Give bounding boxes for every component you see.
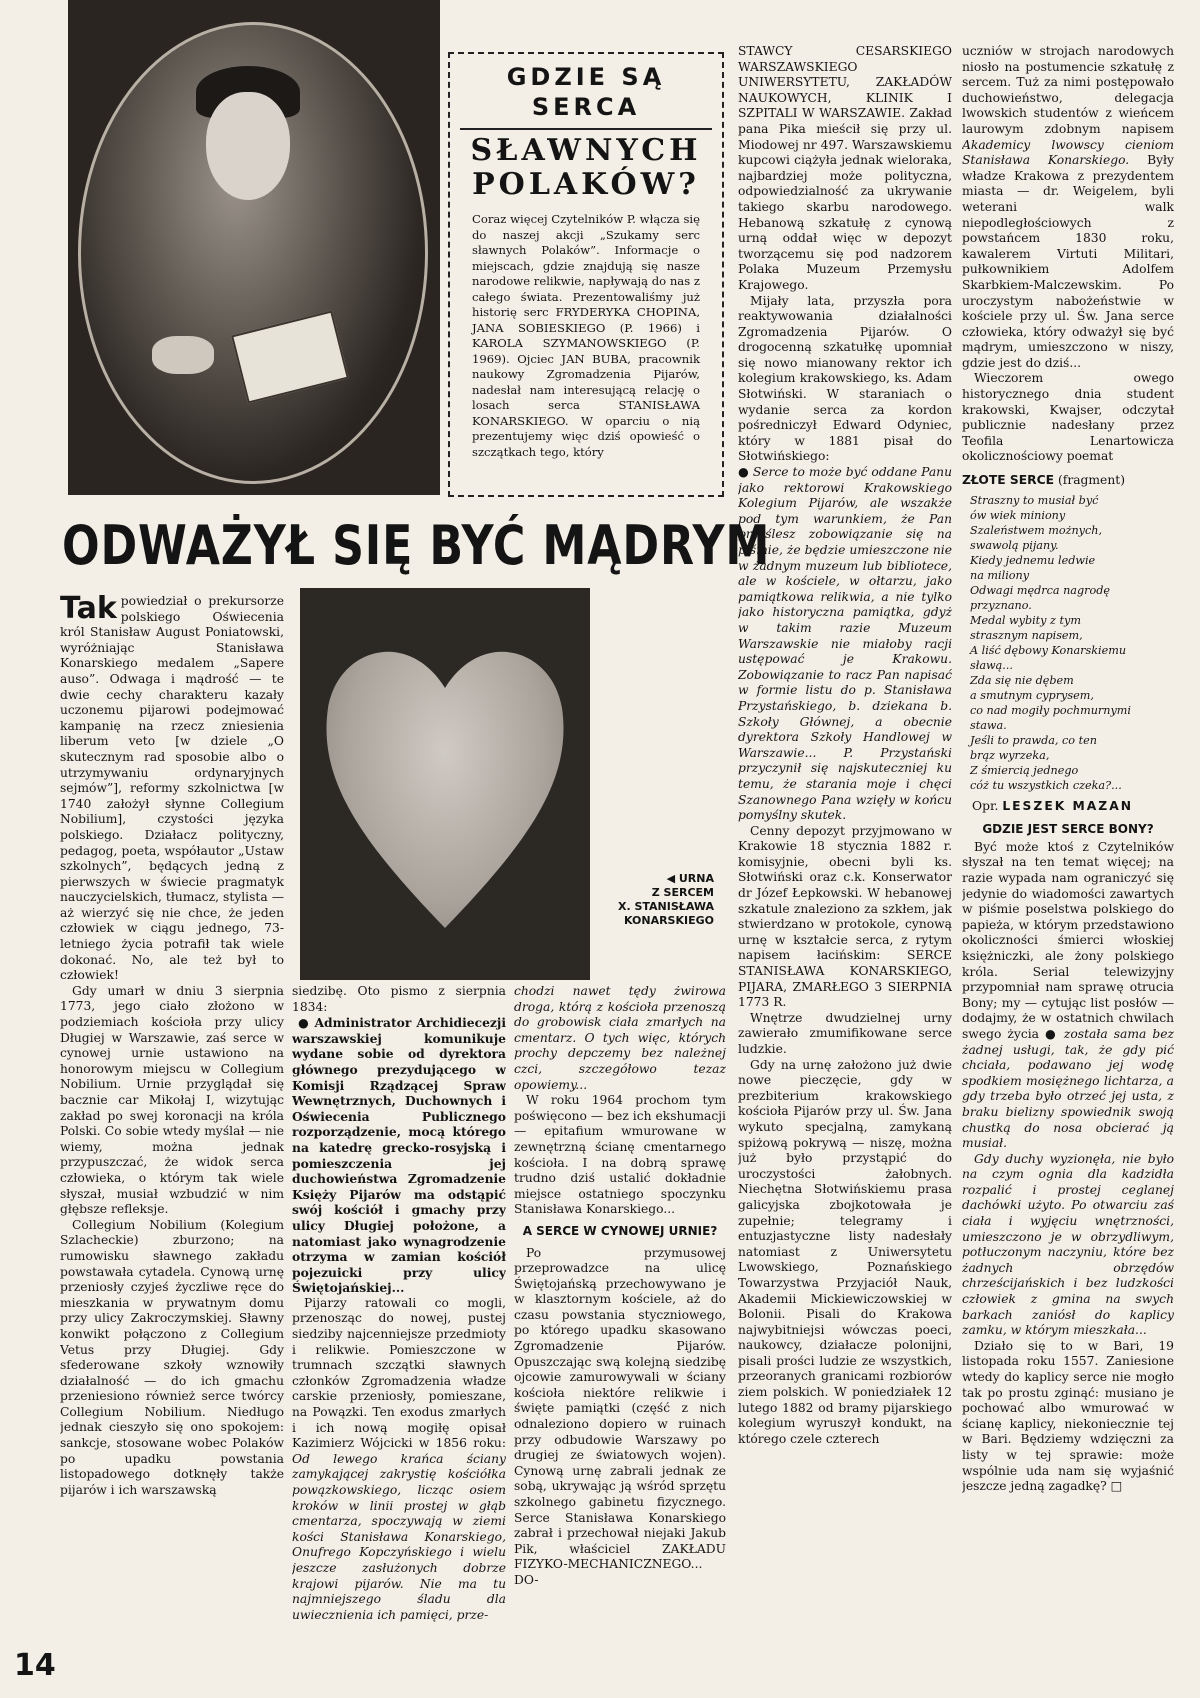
col2-p2: ● Administrator Archidiecezji warszawskiej komunikuje wydane sobie od dyrektora głównego prezydującego w Komisji Rządzącej Spraw Wewnętrznych, Duchownych i Oświecenia Publicznego rozporządzenie, mocą którego na katedrę grecko-rosyjską i pomieszczenia jej duchowieństwa Zgromadzenie Księży Pijarów ma odstąpić swój kościół i gmachy przy ulicy Długiej położone, a natomiast jako wynagrodzenie otrzyma w zamian kościół pojezuicki przy ulicy Świętojańskiej... xyxy=(292,1015,506,1296)
col4-p1: STAWCY CESARSKIEGO WARSZAWSKIEGO UNIWERSYTETU, ZAKŁADÓW NAUKOWYCH, KLINIK I SZPITALI W WARSZAWIE. Zakład pana Pika mieścił się przy ul. Miodowej nr 497. Warszawskiemu kupcowi ciążyła jednak wieloraka, najbardziej może polityczna, odpowiedzialność za ukrywanie takiego skarbu narodowego. Hebanową szkatułę z cynową urną oddał więc w depozyt tworzącemu się pod nadzorem Polaka Muzeum Przemysłu Krajowego. xyxy=(738,44,952,292)
intro-box xyxy=(448,52,724,497)
col3-p3: Po przymusowej przeprowadzce na ulicę Świętojańską przechowywano je w klasztornym kościele, aż do czasu powstania styczniowego, po którego upadku skasowano Zgromadzenie Pijarów. Opuszczając swą kolejną siedzibę ojcowie zamurowywali w ściany kościoła niektóre relikwie i święte pamiątki (część z nich odnaleziono dopiero w ruinach przy odbudowie Warszawy po drugiej ze światowych wojen). Cynową urnę zabrali jednak ze sobą, ukrywając ją wśród sprzętu szkolnego gabinetu fizycznego. Serce Stanisława Konarskiego zabrał i przechował niejaki Jakub Pik, właściciel ZAKŁADU FIZYKO-MECHANICZNEGO... DO- xyxy=(514,1245,726,1587)
col5-subhead: GDZIE JEST SERCE BONY? xyxy=(982,822,1154,837)
poem-line: stawa. xyxy=(970,718,1007,732)
poem-line: A liść dębowy Konarskiemu xyxy=(970,643,1127,657)
poem-line: Szaleństwem możnych, xyxy=(970,523,1103,537)
col5-p3: Być może ktoś z Czytelników słyszał na ten temat więcej; na razie wypada nam ograniczyć się jedynie do wiadomości zawartych w piśmie poselstwa polskiego do papieża, w którym przedstawiono okoliczności śmierci włoskiej księżniczki, ale żony polskiego króla. Serial telewizyjny przypomniał nam sprawę otrucia Bony; my — cytując list posłów — dodajmy, że w ostatnich chwilach swego życia xyxy=(962,839,1174,1041)
col1-p3: Collegium Nobilium (Kolegium Szlacheckie) zburzono; na rumowisku sławnego zakładu powstawała cytadela. Cynową urnę przeniosły czyjeś życzliwe ręce do mieszkania w prywatnym domu przy ulicy Zakroczymskiej. Sławny konwikt połączono z Collegium Vetus przy Długiej. Gdy sfederowane szkoły wznowiły działalność — do ich gmachu przeniesiono również serce twórcy Collegium Nobilium. Niedługo jednak cieszyło się ono spokojem: sankcje, stosowane wobec Polaków po upadku powstania listopadowego dotknęły także pijarów i ich warszawską xyxy=(60,1217,284,1497)
column-4 xyxy=(738,44,952,1669)
col4-p3: ● Serce to może być oddane Panu jako rektorowi Krakowskiego Kolegium Pijarów, ale wszakże pod tym warunkiem, że Pan przyślesz zobowiązanie się na piśmie, że będzie umieszczone nie w żadnym muzeum lub bibliotece, ale w kościele, w ołtarzu, jako pamiątkowa relikwia, a nie tylko jako historyczna pamiątka, gdyż w takim razie Muzeum Warszawskie nie miałoby racji ustępować je Krakowu. Zobowiązanie to racz Pan napisać w formie listu do p. Stanisława Przystańskiego, b. dziekana b. Szkoły Głównej, a obecnie dyrektora Szkoły Handlowej w Warszawie... P. Przystański przyczynił się najskuteczniej ku temu, że starania moje i chęci Szanownego Pana wzięły w końcu pomyślny skutek. xyxy=(738,465,952,823)
col2-p3-quote: Od lewego krańca ściany zamykającej zakrystię kościółka powązkowskiego, licząc osiem kroków w linii prostej w głąb cmentarza, spoczywają w ziemi kości Stanisława Konarskiego, Onufrego Kopczyńskiego i wielu jeszcze zasłużonych dobrze krajowi pijarów. Nie ma tu najmniejszego śladu dla uwiecznienia ich pamięci, prze- xyxy=(292,1451,506,1622)
poem-line: strasznym napisem, xyxy=(970,628,1083,642)
box-title-line1: GDZIE SĄ SERCA xyxy=(506,63,666,121)
poem-line: Straszny to musiał być xyxy=(970,493,1099,507)
col4-p2: Mijały lata, przyszła pora reaktywowania działalności Zgromadzenia Pijarów. O drogocenną szkatułkę upomniał się nowo mianowany rektor ich kolegium krakowskiego, ks. Adam Słotwiński. W staraniach o wydanie serca za kordon pośredniczył Edward Odyniec, który w 1881 pisał do Słotwińskiego: xyxy=(738,293,952,464)
signature-name: LESZEK MAZAN xyxy=(1002,798,1134,813)
column-2 xyxy=(292,984,506,1669)
poem-subtitle: (fragment) xyxy=(1057,473,1125,488)
col5-p1: uczniów w strojach narodowych niosło na postumencie szkatułę z sercem. Tuż za nimi postępowało duchowieństwo, delegacja lwowskich studentów z wieńcem laurowym zdobnym napisem xyxy=(962,44,1174,136)
col5-p1-quote: Akademicy lwowscy cieniom Stanisława Konarskiego. xyxy=(962,137,1174,168)
box-title-line2: SŁAWNYCH xyxy=(470,133,702,168)
col3-p2: W roku 1964 prochom tym poświęcono — bez ich ekshumacji — epitafium wmurowane w zewnętrzną ścianę cmentarnego kościoła. I na dobrą sprawę trudno dziś ustalić dokładnie miejsce ostatniego spoczynku Stanisława Konarskiego... xyxy=(514,1093,726,1217)
poem-line: swawolą pijany. xyxy=(970,538,1059,552)
col5-p2: Wieczorem owego historycznego dnia student krakowski, Kwajser, odczytał publicznie nadesłany przez Teofila Lenartowicza okolicznościowy poemat xyxy=(962,371,1174,464)
col4-p6: Gdy na urnę założono już dwie nowe pieczęcie, gdy w prezbiterium krakowskiego kościoła Pijarów przy ul. Św. Jana wykuto specjalną, zamykaną spiżową pokrywą — niszę, można już było przystąpić do uroczystości żałobnych. Niechętna Słotwińskiemu prasa galicyjska zbojkotowała je zupełnie; telegramy i entuzjastyczne listy nadesłały natomiast z Uniwersytetu Lwowskiego, Poznańskiego Towarzystwa Przyjaciół Nauk, Akademii Mickiewiczowskiej w Bolonii. Pisali do Krakowa najwybitniejsi wówczas poeci, naukowcy, działacze polonijni, pisali prości ludzie ze wszystkich, przeoranych granicami rozbiorów ziem polskich. W poniedziałek 12 lutego 1882 od bramy pijarskiego kolegium wyruszył kondukt, na którego czele czterech xyxy=(738,1057,952,1446)
poem-line: a smutnym cyprysem, xyxy=(970,688,1094,702)
poem xyxy=(970,493,1174,793)
column-5 xyxy=(962,44,1174,1669)
caption-line1: ◀ URNA xyxy=(666,872,714,885)
col5-p1b: Były władze Krakowa z prezydentem miasta — dr. Weigelem, byli weterani walk niepodległościowych z powstańcem 1830 roku, kawalerem Virtuti Militari, pułkownikiem Adolfem Skarbkiem-Malczewskim. Po uroczystym nabożeństwie w kościele przy ul. Św. Jana serce człowieka, który odważył się być mądrym, umieszczono w niszy, gdzie jest do dziś... xyxy=(962,153,1174,370)
poem-line: ów wiek miniony xyxy=(970,508,1066,522)
poem-line: przyznano. xyxy=(970,598,1032,612)
poem-title: ZŁOTE SERCE xyxy=(962,473,1055,488)
col3-p1: chodzi nawet tędy żwirowa droga, którą z kościoła przenoszą do grobowisk ciała zmarłych na cmentarz. O tych więc, których prochy depczemy bez należnej czci, szczegółowo tezaz opowiemy... xyxy=(514,984,726,1092)
headline: ODWAŻYŁ SIĘ BYĆ MĄDRYM xyxy=(62,514,771,577)
caption-line4: KONARSKIEGO xyxy=(623,914,714,927)
portrait-illustration xyxy=(68,0,440,495)
col2-p1: siedzibę. Oto pismo z sierpnia 1834: xyxy=(292,984,506,1014)
poem-line: Jeśli to prawda, co ten xyxy=(970,733,1097,747)
poem-line: cóż tu wszystkich czeka?... xyxy=(970,778,1122,792)
col2-p3: Pijarzy ratowali co mogli, przenosząc do nowej, pustej siedziby najcenniejsze przedmioty i relikwie. Pomieszczone w trumnach szczątki sławnych członków Zgromadzenia władze carskie przeniosły, pomieszane, na Powązki. Ten exodus zmarłych i ich nową mogiłę opisał Kazimierz Wójcicki w 1856 roku: xyxy=(292,1295,506,1451)
poem-line: brąz wyrzeka, xyxy=(970,748,1050,762)
drop-word: Tak xyxy=(60,594,117,626)
portrait-hand xyxy=(152,336,214,374)
col4-p5: Wnętrze dwudzielnej urny zawierało zmumifikowane serce ludzkie. xyxy=(738,1010,952,1056)
poem-line: sławą... xyxy=(970,658,1013,672)
col1-p1: powiedział o prekursorze polskiego Oświecenia król Stanisław August Poniatowski, wyróżniając Stanisława Konarskiego medalem „Sapere auso”. Odwaga i mądrość — te dwie cechy charakteru kazały uczonemu pijarowi podejmować kampanię na rzecz zniesienia liberum veto [w dziele „O skutecznym rad sposobie albo o utrzymywaniu ordynaryjnych sejmów”], reformy szkolnictwa [w 1740 założył słynne Collegium Nobilium], czystości języka polskiego. Działacz polityczny, pedagog, poeta, współautor „Ustaw szkolnych”, będących jedną z pierwszych w świecie pragmatyk nauczycielskich, tłumacz, stylista — aż wierzyć się nie chce, że jeden człowiek w ciągu jednego, 73-letniego życia potrafił tak wiele dokonać. No, ale też był to człowiek! xyxy=(60,594,284,983)
col5-p3-quote: ● została sama bez żadnej usługi, tak, że gdy pić chciała, podawano jej wodę spodkiem mosiężnego lichtarza, a gdy trzeba było otrzeć jej usta, z braku bielizny spowiednik swoją chustką do nosa obcierać ją musiał. xyxy=(962,1026,1174,1151)
heart-urn-shape xyxy=(318,628,572,938)
poem-line: co nad mogiły pochmurnymi xyxy=(970,703,1131,717)
poem-line: na miliony xyxy=(970,568,1030,582)
col5-p4: Gdy duchy wyzionęła, nie było na czym ognia dla kadzidła rozpalić i prostej ceglanej dachówki użyto. Po otwarciu zaś ciała i wyjęciu wnętrzności, umieszczono je w obrzydliwym, potłuczonym naczyniu, które bez żadnych obrzędów chrześcijańskich i bez ludzkości człowiek z gmina na swych barkach zaniósł do kaplicy zamku, w którym mieszkała... xyxy=(962,1151,1174,1338)
poem-line: Odwagi mędrca nagrodę xyxy=(970,583,1111,597)
poem-line: Z śmiercią jednego xyxy=(970,763,1079,777)
portrait-face xyxy=(206,92,290,200)
column-3 xyxy=(514,984,726,1669)
caption-line2: Z SERCEM xyxy=(651,886,714,899)
poem-line: Medal wybity z tym xyxy=(970,613,1081,627)
col4-p4: Cenny depozyt przyjmowano w Krakowie 18 stycznia 1882 r. komisyjnie, obecni byli ks. Słotwiński oraz c.k. Konserwator dr Józef Łepkowski. W hebanowej szkatule znaleziono za szkłem, jak stwierdzano w protokole, cynową urnę w kształcie serca, z rytym napisem łacińskim: SERCE STANISŁAWA KONARSKIEGO, PIJARA, ZMARŁEGO 3 SIERPNIA 1773 R. xyxy=(738,823,952,1010)
col5-p5: Działo się to w Bari, 19 listopada roku 1557. Zaniesione wtedy do kaplicy serce nie mogło tak po prostu zginąć: musiano je pochować albo wmurować w ścianę kaplicy, niekoniecznie tej w Bari. Będziemy wdzięczni za listy w tej sprawie: może wspólnie uda nam się wyjaśnić jeszcze jedną zagadkę? □ xyxy=(962,1338,1174,1494)
caption-line3: X. STANISŁAWA xyxy=(617,900,714,913)
box-title-line3: POLAKÓW? xyxy=(472,167,700,202)
col1-p2: Gdy umarł w dniu 3 sierpnia 1773, jego ciało złożono w podziemiach kościoła przy ulicy Długiej w Warszawie, zaś serce w cynowej urnie ustawiono na honorowym miejscu w Collegium Nobilium. Urnie przyglądał się bacznie car Mikołaj I, wizytując zakład po swej koronacji na króla Polski. Co sobie wtedy myślał — nie wiemy, można jednak przypuszczać, że widok serca człowieka, o którym tak wiele słyszał, musiał wzbudzić w nim głębsze refleksje. xyxy=(60,983,284,1217)
photo-caption xyxy=(594,872,714,928)
poem-line: Zda się nie dębem xyxy=(970,673,1074,687)
column-1 xyxy=(60,594,284,1669)
col3-subhead: A SERCE W CYNOWEJ URNIE? xyxy=(522,1223,718,1238)
signature-prefix: Opr. xyxy=(972,798,999,813)
page-number: 14 xyxy=(14,1648,56,1683)
box-body: Coraz więcej Czytelników P. włącza się do naszej akcji „Szukamy serc sławnych Polaków”. Informacje o miejscach, gdzie znajdują się nasze narodowe relikwie, napływają do nas z całego świata. Prezentowaliśmy już historię serc FRYDERYKA CHOPINA, JANA SOBIESKIEGO (P. 1966) i KAROLA SZYMANOWSKIEGO (P. 1969). Ojciec JAN BUBA, pracownik naukowy Zgromadzenia Pijarów, nadesłał nam interesującą relację o losach serca STANISŁAWA KONARSKIEGO. W oparciu o nią prezentujemy więc dziś opowieść o szczątkach tego, który xyxy=(472,212,700,459)
poem-line: Kiedy jednemu ledwie xyxy=(970,553,1096,567)
heart-urn-photo xyxy=(300,588,590,980)
